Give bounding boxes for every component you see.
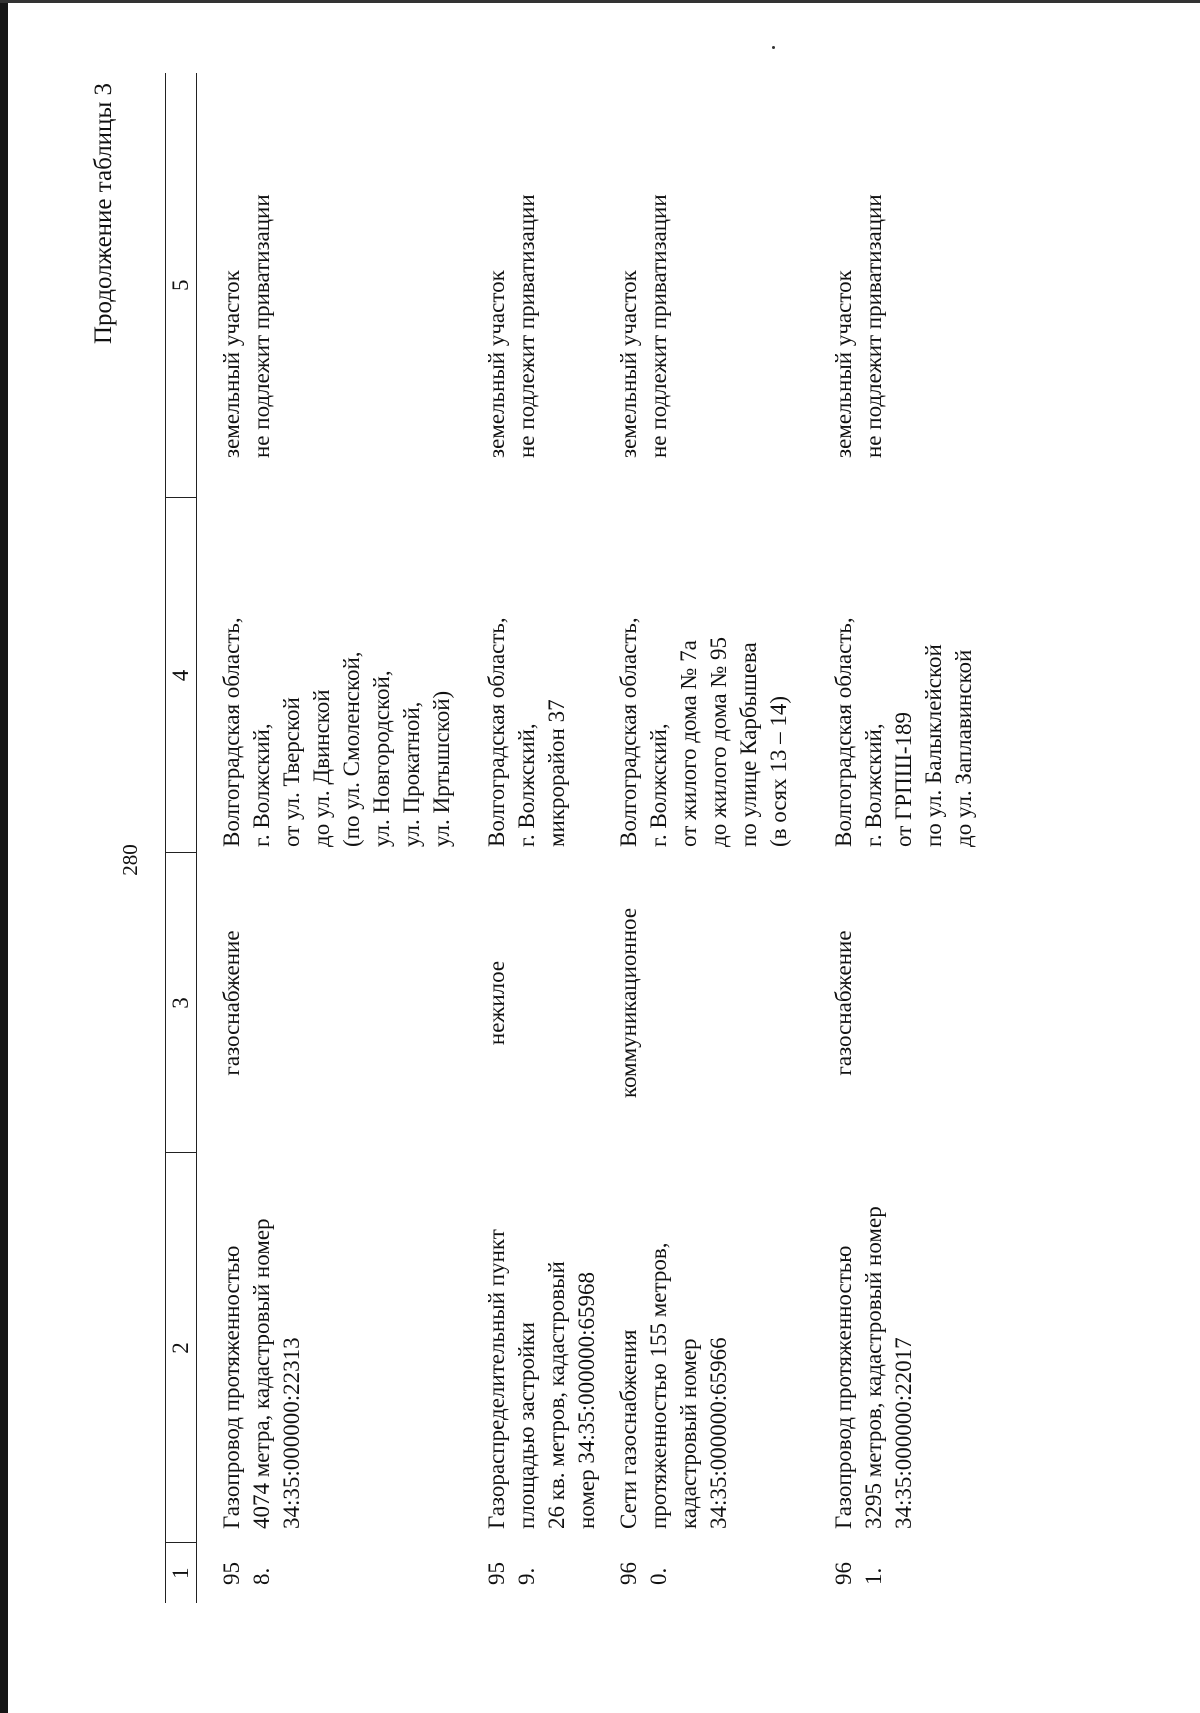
table-continuation-label: Продолжение таблицы 3 bbox=[90, 83, 117, 345]
object-address: Волгоградская область, г. Волжский, от ул. Тверской до ул. Двинской (по ул. Смоленской, ул. Новгородской, ул. Прокатной, ул. Иртышской) bbox=[219, 617, 454, 847]
table-row bbox=[614, 73, 829, 1603]
row-number: 960. bbox=[616, 1562, 671, 1585]
object-purpose: газоснабжение bbox=[831, 930, 856, 1076]
table-row bbox=[482, 73, 614, 1603]
object-name: Газопровод протяженностью 3295 метров, кадастровый номер 34:35:000000:22017 bbox=[831, 1206, 916, 1529]
table-header-row bbox=[166, 73, 197, 1603]
object-address: Волгоградская область, г. Волжский, микрорайон 37 bbox=[484, 617, 569, 847]
object-note: земельный участок не подлежит приватизации bbox=[831, 194, 886, 458]
column-header-2: 2 bbox=[166, 1153, 197, 1543]
row-number: 958. bbox=[219, 1562, 274, 1585]
row-number: 961. bbox=[831, 1562, 886, 1585]
column-header-4: 4 bbox=[166, 498, 197, 853]
object-address: Волгоградская область, г. Волжский, от ГРПШ-189 по ул. Балыклейской до ул. Заплавинской bbox=[831, 617, 976, 847]
table-spacer bbox=[197, 73, 218, 1603]
object-name: Газопровод протяженностью 4074 метра, кадастровый номер 34:35:000000:22313 bbox=[219, 1218, 304, 1529]
page-number: 280 bbox=[118, 844, 142, 876]
object-note: земельный участок не подлежит приватизации bbox=[219, 194, 274, 458]
column-header-1: 1 bbox=[166, 1543, 197, 1603]
object-name: Сети газоснабжения протяженностью 155 метров, кадастровый номер 34:35:000000:65966 bbox=[616, 1242, 731, 1529]
object-note: земельный участок не подлежит приватизации bbox=[616, 194, 671, 458]
property-table bbox=[165, 73, 979, 1603]
object-purpose: газоснабжение bbox=[219, 930, 244, 1076]
object-purpose: коммуникационное bbox=[616, 907, 641, 1099]
row-number: 959. bbox=[484, 1562, 539, 1585]
table-row bbox=[829, 73, 979, 1603]
object-address: Волгоградская область, г. Волжский, от жилого дома № 7а до жилого дома № 95 по улице Карбышева (в осях 13 – 14) bbox=[616, 617, 791, 847]
object-purpose: нежилое bbox=[484, 960, 509, 1046]
column-header-3: 3 bbox=[166, 853, 197, 1153]
object-note: земельный участок не подлежит приватизации bbox=[484, 194, 539, 458]
column-header-5: 5 bbox=[166, 73, 197, 498]
object-name: Газораспределительный пункт площадью застройки 26 кв. метров, кадастровый номер 34:35:000000:65968 bbox=[484, 1229, 599, 1529]
table-row bbox=[217, 73, 482, 1603]
